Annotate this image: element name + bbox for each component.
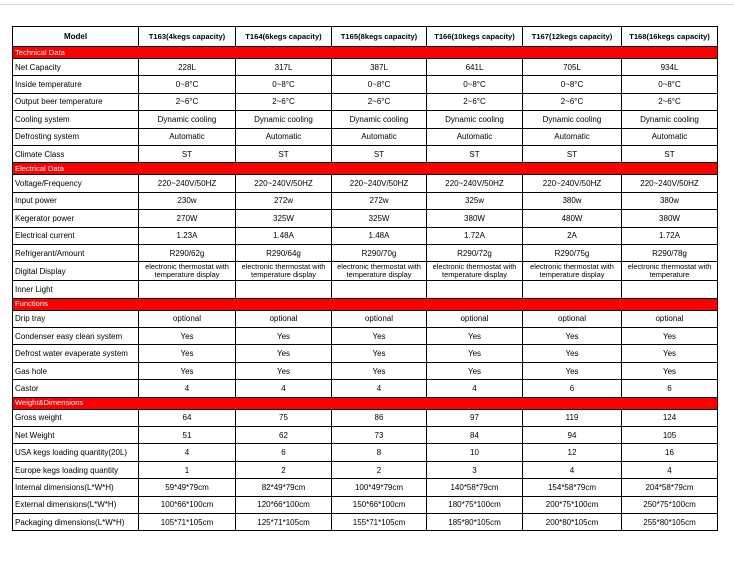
row-value: Yes — [523, 328, 622, 345]
row-label: Castor — [13, 380, 139, 397]
section-title: Electrical Data — [13, 163, 718, 175]
row-value: Dynamic cooling — [332, 111, 427, 128]
row-label: Net Weight — [13, 427, 139, 444]
row-value: 2~6°C — [427, 93, 523, 110]
table-row — [13, 111, 718, 128]
row-value: ST — [622, 145, 718, 162]
row-value: Yes — [427, 328, 523, 345]
table-row — [13, 244, 718, 261]
row-label: Gas hole — [13, 362, 139, 379]
row-value: 1.23A — [139, 227, 236, 244]
row-value: electronic thermostat with temperature — [622, 262, 718, 281]
table-row — [13, 461, 718, 478]
row-value: 325W — [236, 210, 332, 227]
table-row — [13, 310, 718, 327]
row-value: 2 — [236, 461, 332, 478]
row-value: 8 — [332, 444, 427, 461]
table-row — [13, 175, 718, 192]
header-cell: T163(4kegs capacity) — [139, 27, 236, 47]
row-value: 0~8°C — [427, 76, 523, 93]
row-value: 1.48A — [332, 227, 427, 244]
table-row — [13, 262, 718, 281]
row-value — [523, 281, 622, 298]
row-value — [139, 281, 236, 298]
row-value: 4 — [139, 380, 236, 397]
row-value: 200*75*100cm — [523, 496, 622, 513]
row-value: Yes — [523, 362, 622, 379]
row-value: 380W — [427, 210, 523, 227]
row-value: 641L — [427, 59, 523, 76]
row-value: R290/62g — [139, 244, 236, 261]
row-value: Yes — [139, 328, 236, 345]
row-value: Yes — [622, 328, 718, 345]
row-value: 705L — [523, 59, 622, 76]
row-value: Dynamic cooling — [236, 111, 332, 128]
row-value: 1.72A — [427, 227, 523, 244]
table-row — [13, 409, 718, 426]
row-value: optional — [622, 310, 718, 327]
row-value: Automatic — [139, 128, 236, 145]
table-row — [13, 427, 718, 444]
row-value: 100*49*79cm — [332, 479, 427, 496]
row-value: 10 — [427, 444, 523, 461]
table-row — [13, 227, 718, 244]
row-value: Yes — [236, 345, 332, 362]
row-value: 200*80*105cm — [523, 513, 622, 530]
row-value: 272w — [236, 192, 332, 209]
table-row — [13, 210, 718, 227]
row-value: 2 — [332, 461, 427, 478]
row-value: 204*58*79cm — [622, 479, 718, 496]
row-value: Dynamic cooling — [523, 111, 622, 128]
table-row — [13, 128, 718, 145]
row-value: 140*58*79cm — [427, 479, 523, 496]
header-cell: T165(8kegs capacity) — [332, 27, 427, 47]
row-value: 124 — [622, 409, 718, 426]
row-value: R290/64g — [236, 244, 332, 261]
table-row — [13, 362, 718, 379]
table-row — [13, 76, 718, 93]
row-value: 125*71*105cm — [236, 513, 332, 530]
row-value: 255*80*105cm — [622, 513, 718, 530]
row-value: Automatic — [236, 128, 332, 145]
section-title: Weight&Dimensions — [13, 397, 718, 409]
table-row — [13, 328, 718, 345]
row-value: 155*71*105cm — [332, 513, 427, 530]
row-value: 4 — [236, 380, 332, 397]
row-label: Gross weight — [13, 409, 139, 426]
section-row — [13, 397, 718, 409]
row-value: 119 — [523, 409, 622, 426]
row-label: External dimensions(L*W*H) — [13, 496, 139, 513]
row-value: 4 — [427, 380, 523, 397]
row-value: 105 — [622, 427, 718, 444]
table-row — [13, 93, 718, 110]
row-value: Automatic — [523, 128, 622, 145]
row-value: 1.72A — [622, 227, 718, 244]
row-value: 105*71*105cm — [139, 513, 236, 530]
header-row — [13, 27, 718, 47]
section-title: Functions — [13, 298, 718, 310]
row-value: 220~240V/50HZ — [236, 175, 332, 192]
header-cell: T167(12kegs capacity) — [523, 27, 622, 47]
table-row — [13, 513, 718, 530]
row-value: 154*58*79cm — [523, 479, 622, 496]
row-label: Input power — [13, 192, 139, 209]
row-value: electronic thermostat with temperature display — [523, 262, 622, 281]
row-value: 120*66*100cm — [236, 496, 332, 513]
row-value: 2~6°C — [523, 93, 622, 110]
row-value: ST — [236, 145, 332, 162]
row-value: R290/70g — [332, 244, 427, 261]
row-value: 6 — [523, 380, 622, 397]
header-cell: T166(10kegs capacity) — [427, 27, 523, 47]
row-value: 4 — [523, 461, 622, 478]
table-row — [13, 192, 718, 209]
row-value — [332, 281, 427, 298]
row-value: 250*75*100cm — [622, 496, 718, 513]
row-value — [622, 281, 718, 298]
row-value: Yes — [139, 362, 236, 379]
row-value — [236, 281, 332, 298]
row-value: 934L — [622, 59, 718, 76]
row-value: Yes — [332, 345, 427, 362]
row-value: 1 — [139, 461, 236, 478]
row-value: 59*49*79cm — [139, 479, 236, 496]
table-row — [13, 496, 718, 513]
row-value: Yes — [332, 328, 427, 345]
row-value: 4 — [139, 444, 236, 461]
table-row — [13, 444, 718, 461]
row-value: electronic thermostat with temperature display — [139, 262, 236, 281]
row-label: Europe kegs loading quantity — [13, 461, 139, 478]
row-value: 387L — [332, 59, 427, 76]
section-row — [13, 163, 718, 175]
section-row — [13, 47, 718, 59]
row-value: 64 — [139, 409, 236, 426]
row-value: R290/78g — [622, 244, 718, 261]
row-value: ST — [332, 145, 427, 162]
row-value: optional — [523, 310, 622, 327]
row-value: Yes — [427, 362, 523, 379]
row-value: 6 — [236, 444, 332, 461]
row-value: Yes — [332, 362, 427, 379]
row-value: 272w — [332, 192, 427, 209]
row-value: electronic thermostat with temperature display — [236, 262, 332, 281]
row-label: Condenser easy clean system — [13, 328, 139, 345]
row-value: ST — [139, 145, 236, 162]
row-label: Inside temperature — [13, 76, 139, 93]
row-label: Electrical current — [13, 227, 139, 244]
row-value: 180*75*100cm — [427, 496, 523, 513]
row-value: 220~240V/50HZ — [427, 175, 523, 192]
row-value: Automatic — [332, 128, 427, 145]
row-label: Cooling system — [13, 111, 139, 128]
row-value: 73 — [332, 427, 427, 444]
header-cell: T168(16kegs capacity) — [622, 27, 718, 47]
row-value: 4 — [332, 380, 427, 397]
row-value: 6 — [622, 380, 718, 397]
row-value: R290/72g — [427, 244, 523, 261]
row-value: Yes — [236, 328, 332, 345]
row-value: 2~6°C — [139, 93, 236, 110]
row-value: 317L — [236, 59, 332, 76]
spec-table — [12, 26, 718, 531]
row-label: Voltage/Frequency — [13, 175, 139, 192]
row-value: 86 — [332, 409, 427, 426]
row-label: Drip tray — [13, 310, 139, 327]
row-label: Inner Light — [13, 281, 139, 298]
row-value: 16 — [622, 444, 718, 461]
row-value: 380W — [622, 210, 718, 227]
row-value: Yes — [139, 345, 236, 362]
table-row — [13, 281, 718, 298]
row-value: 0~8°C — [622, 76, 718, 93]
row-value: 220~240V/50HZ — [622, 175, 718, 192]
row-value: Yes — [236, 362, 332, 379]
row-value: Yes — [622, 362, 718, 379]
row-value: optional — [236, 310, 332, 327]
section-row — [13, 298, 718, 310]
row-label: USA kegs loading quantity(20L) — [13, 444, 139, 461]
row-value: 220~240V/50HZ — [332, 175, 427, 192]
row-value: Dynamic cooling — [427, 111, 523, 128]
header-cell: Model — [13, 27, 139, 47]
row-value: Dynamic cooling — [139, 111, 236, 128]
row-value: 100*66*100cm — [139, 496, 236, 513]
row-value: 84 — [427, 427, 523, 444]
row-value: Yes — [427, 345, 523, 362]
spec-body — [13, 47, 718, 531]
row-label: Digital Display — [13, 262, 139, 281]
row-value: 97 — [427, 409, 523, 426]
row-value: 230w — [139, 192, 236, 209]
row-value: optional — [427, 310, 523, 327]
header-cell: T164(6kegs capacity) — [236, 27, 332, 47]
row-value: 150*66*100cm — [332, 496, 427, 513]
row-value: 1.48A — [236, 227, 332, 244]
row-label: Internal dimensions(L*W*H) — [13, 479, 139, 496]
row-value: 228L — [139, 59, 236, 76]
row-value: 0~8°C — [332, 76, 427, 93]
row-value: 75 — [236, 409, 332, 426]
table-row — [13, 59, 718, 76]
row-label: Kegerator power — [13, 210, 139, 227]
row-value: 12 — [523, 444, 622, 461]
row-label: Net Capacity — [13, 59, 139, 76]
row-label: Refrigerant/Amount — [13, 244, 139, 261]
row-label: Climate Class — [13, 145, 139, 162]
row-value: 51 — [139, 427, 236, 444]
row-label: Defrosting system — [13, 128, 139, 145]
row-value: 0~8°C — [236, 76, 332, 93]
row-label: Packaging dimensions(L*W*H) — [13, 513, 139, 530]
row-value: 2A — [523, 227, 622, 244]
row-value: optional — [139, 310, 236, 327]
row-label: Output beer temperature — [13, 93, 139, 110]
row-value: Dynamic cooling — [622, 111, 718, 128]
row-value: ST — [523, 145, 622, 162]
row-value: 220~240V/50HZ — [523, 175, 622, 192]
table-row — [13, 345, 718, 362]
row-value: 0~8°C — [523, 76, 622, 93]
row-value: 380w — [622, 192, 718, 209]
row-value: 325w — [427, 192, 523, 209]
row-value: Automatic — [427, 128, 523, 145]
row-value: 62 — [236, 427, 332, 444]
section-title: Technical Data — [13, 47, 718, 59]
row-value: 2~6°C — [332, 93, 427, 110]
table-row — [13, 145, 718, 162]
row-value: 325W — [332, 210, 427, 227]
row-value: 0~8°C — [139, 76, 236, 93]
row-value: electronic thermostat with temperature display — [332, 262, 427, 281]
row-value: 220~240V/50HZ — [139, 175, 236, 192]
row-value: optional — [332, 310, 427, 327]
row-value: ST — [427, 145, 523, 162]
row-value: 480W — [523, 210, 622, 227]
row-value: 4 — [622, 461, 718, 478]
table-row — [13, 380, 718, 397]
row-value: 3 — [427, 461, 523, 478]
row-value: 82*49*79cm — [236, 479, 332, 496]
top-divider — [0, 4, 734, 5]
row-value: Automatic — [622, 128, 718, 145]
row-value: electronic thermostat with temperature display — [427, 262, 523, 281]
row-label: Defrost water evaperate system — [13, 345, 139, 362]
row-value — [427, 281, 523, 298]
row-value: 380w — [523, 192, 622, 209]
row-value: 185*80*105cm — [427, 513, 523, 530]
row-value: Yes — [523, 345, 622, 362]
row-value: 2~6°C — [622, 93, 718, 110]
row-value: R290/75g — [523, 244, 622, 261]
row-value: 94 — [523, 427, 622, 444]
row-value: Yes — [622, 345, 718, 362]
row-value: 2~6°C — [236, 93, 332, 110]
table-row — [13, 479, 718, 496]
row-value: 270W — [139, 210, 236, 227]
